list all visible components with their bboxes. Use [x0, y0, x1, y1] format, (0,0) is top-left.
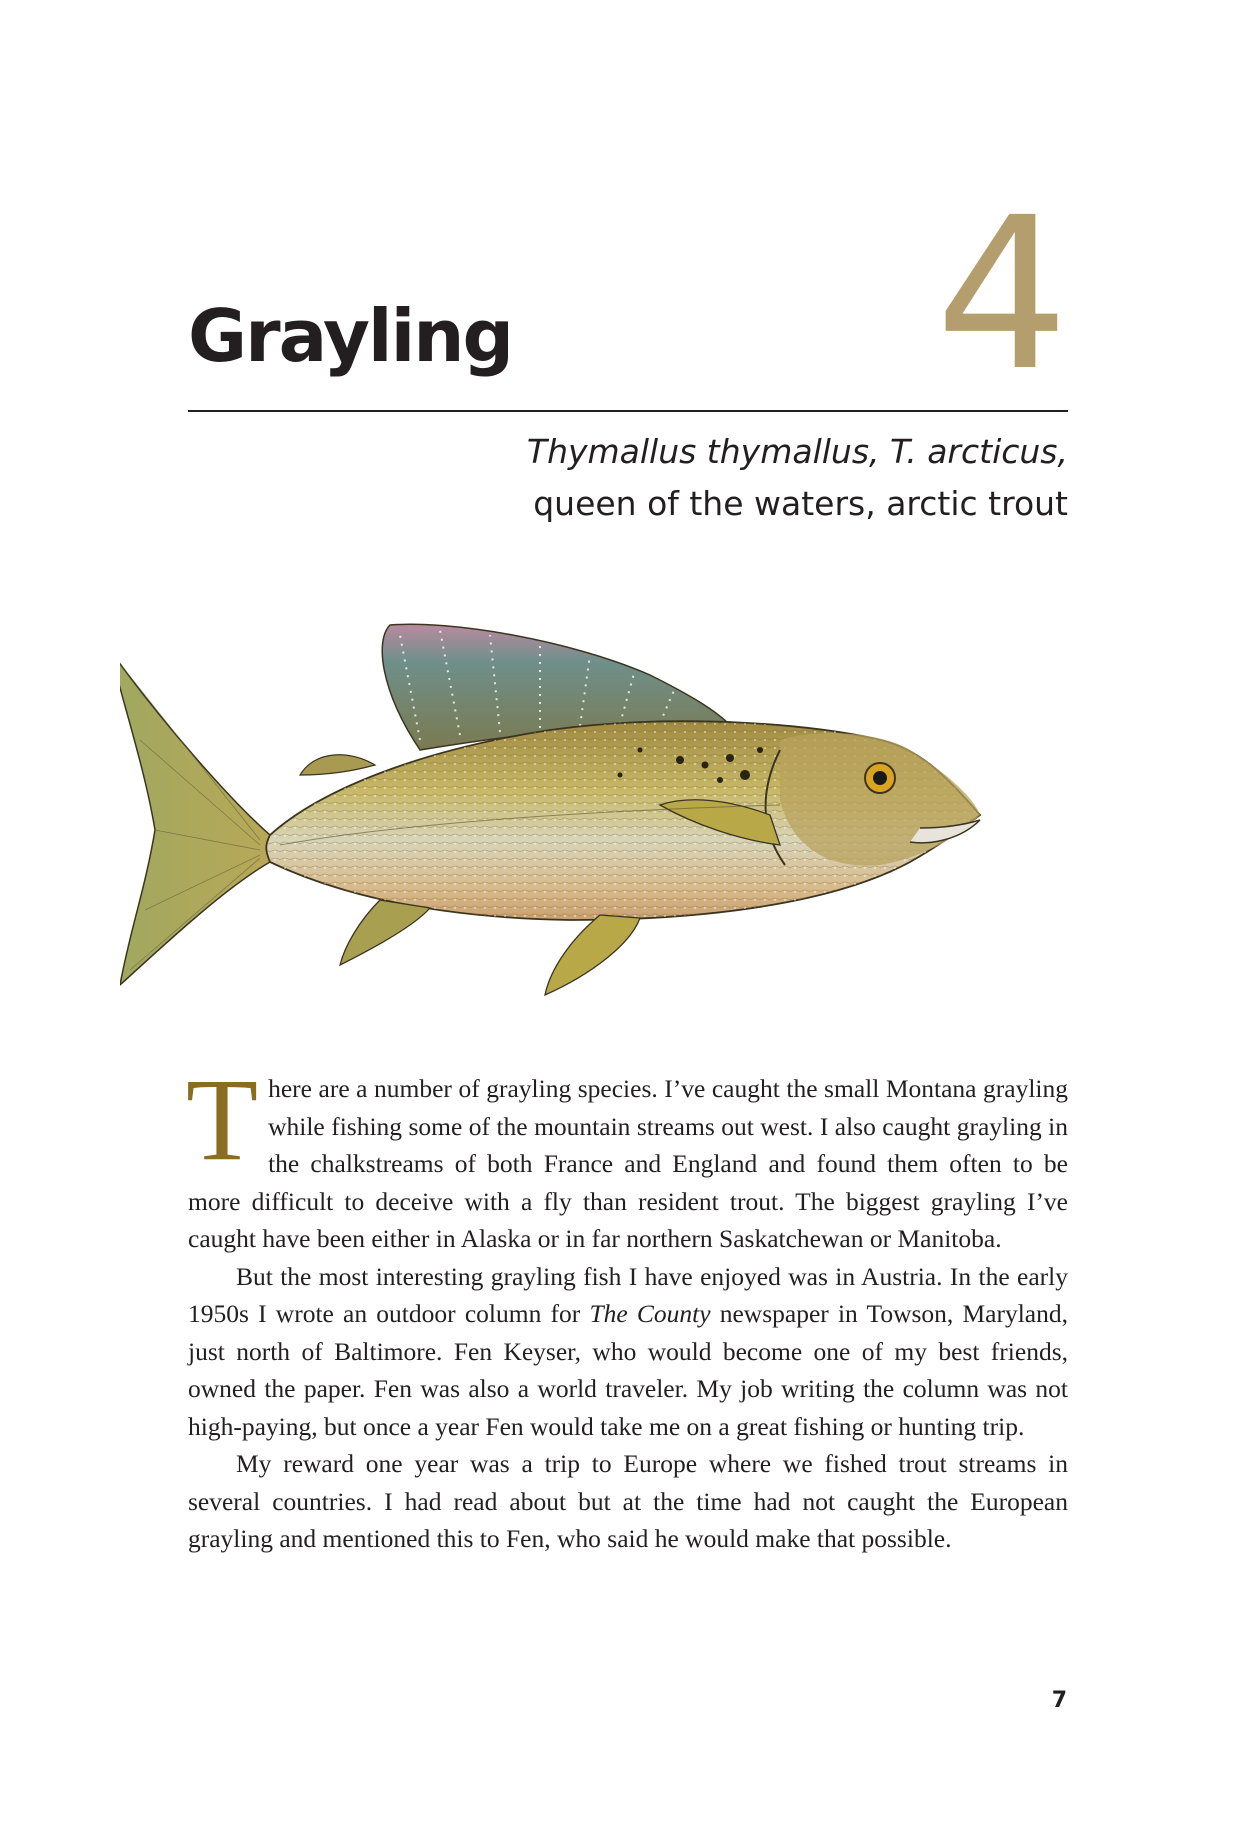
adipose-fin: [300, 755, 375, 775]
paragraph-2-before: But the most interesting grayling fish I have enjoyed was in Austria. In the early 1950s I wrote an outdoor column for: [188, 1261, 1068, 1328]
paragraph-2-after: newspaper in Towson, Maryland, just north of Baltimore. Fen Keyser, who would become one of my best friends, owned the paper. Fen was also a world traveler. My job writing the column was not high-paying, but once a year Fen would take me on a great fishing or hunting trip.: [188, 1299, 1068, 1441]
drop-cap: T: [186, 1054, 259, 1185]
chapter-number: 4: [935, 172, 1069, 417]
chapter-title: Grayling: [188, 294, 513, 378]
scientific-names: Thymallus thymallus, T. arcticus,: [526, 432, 1068, 471]
grayling-illustration: [120, 600, 1120, 1020]
chapter-subtitle: [527, 426, 1068, 530]
newspaper-title: The County: [589, 1299, 711, 1328]
common-names: queen of the waters, arctic trout: [533, 484, 1068, 523]
anal-fin: [340, 900, 430, 965]
page-number: 7: [1051, 1688, 1067, 1713]
paragraph-2: [188, 1258, 1068, 1446]
pelvic-fin: [545, 915, 640, 995]
tail-fin: [120, 650, 270, 985]
chapter-body: [186, 1054, 1068, 1558]
paragraph-3: My reward one year was a trip to Europe where we fished trout streams in several countries. I had read about but at the time had not caught the European grayling and mentioned this to Fen, who said he would make that possible.: [188, 1449, 1068, 1553]
paragraph-1-text: here are a number of grayling species. I’ve caught the small Montana grayling while fishing some of the mountain streams out west. I also caught grayling in the chalkstreams of both France and England and found them often to be more difficult to deceive with a fly than resident trout. The biggest grayling I’ve caught have been either in Alaska or in far northern Saskatchewan or Manitoba.: [188, 1074, 1068, 1253]
title-rule: [188, 410, 1068, 412]
paragraph-1: [186, 1054, 1068, 1258]
